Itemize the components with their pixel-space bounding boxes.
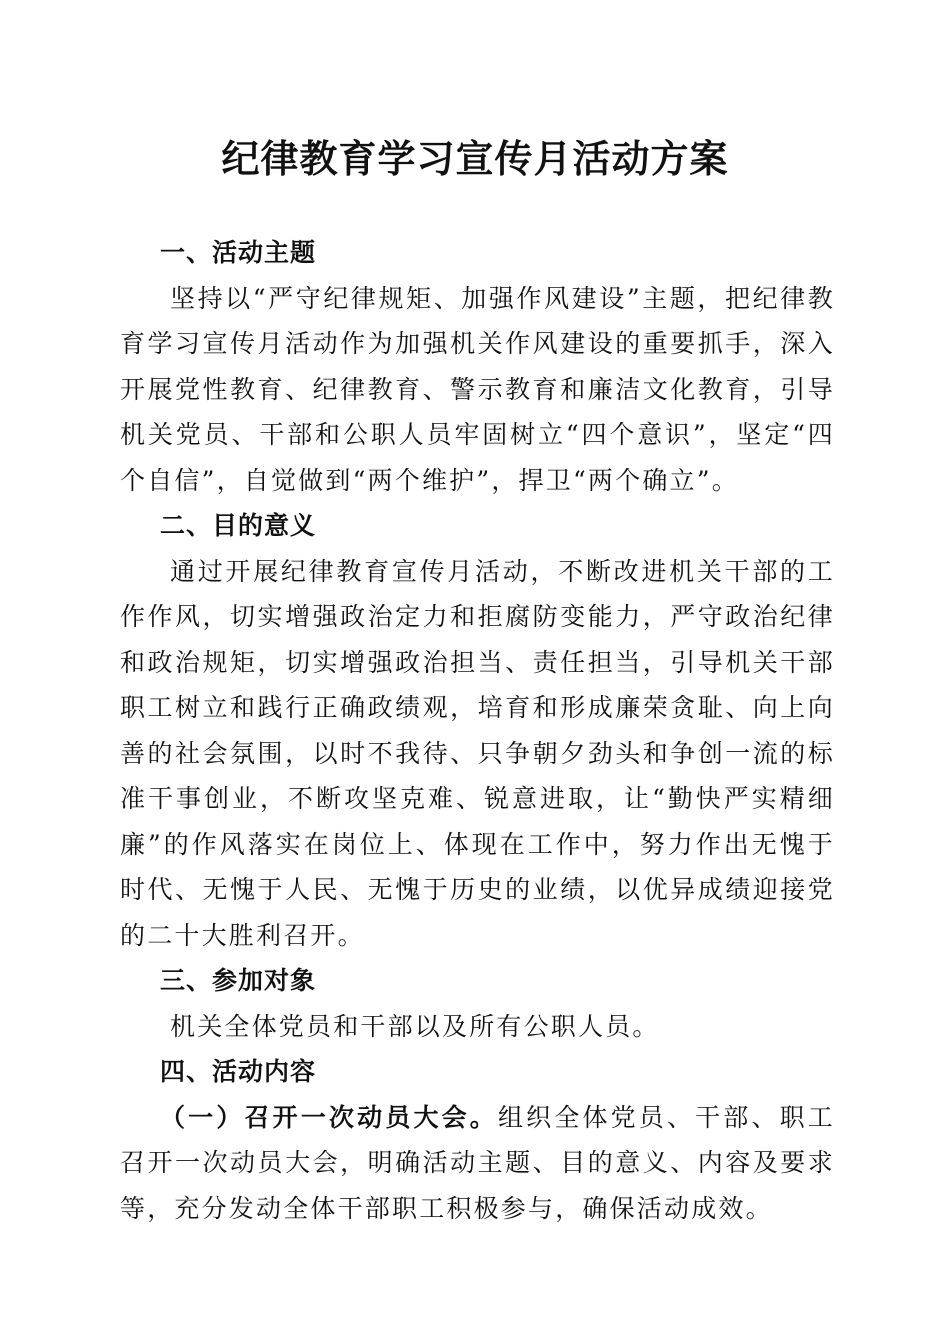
document-body: [120, 230, 835, 1231]
content-item-1-lead: （一）召开一次动员大会。: [160, 1102, 498, 1132]
section-paragraph-participants: 机关全体党员和干部以及所有公职人员。: [170, 1011, 660, 1041]
content-item-1: [120, 1095, 835, 1232]
section-paragraph-theme: 坚持以“严守纪律规矩、加强作风建设”主题，把纪律教育学习宣传月活动作为加强机关作风建设的重要抓手，深入开展党性教育、纪律教育、警示教育和廉洁文化教育，引导机关党员、干部和公职人员牢固树立“四个意识”，坚定“四个自信”，自觉做到“两个维护”，捍卫“两个确立”。: [120, 283, 835, 495]
section-paragraph-purpose: 通过开展纪律教育宣传月活动，不断改进机关干部的工作作风，切实增强政治定力和拒腐防变能力，严守政治纪律和政治规矩，切实增强政治担当、责任担当，引导机关干部职工树立和践行正确政绩观，培育和形成廉荣贪耻、向上向善的社会氛围，以时不我待、只争朝夕劲头和争创一流的标准干事创业，不断攻坚克难、锐意进取，让“勤快严实精细廉”的作风落实在岗位上、体现在工作中，努力作出无愧于时代、无愧于人民、无愧于历史的业绩，以优异成绩迎接党的二十大胜利召开。: [120, 556, 835, 950]
content-item-1-text: 组织全体党员、干部、职工召开一次动员大会，明确活动主题、目的意义、内容及要求等，充分发动全体干部职工积极参与，确保活动成效。: [120, 1102, 835, 1223]
document-title: 纪律教育学习宣传月活动方案: [221, 136, 729, 181]
section-heading-purpose: 二、目的意义: [160, 511, 317, 540]
section-heading-participants: 三、参加对象: [160, 966, 317, 995]
section-heading-content: 四、活动内容: [160, 1057, 317, 1086]
section-heading-theme: 一、活动主题: [160, 238, 317, 267]
